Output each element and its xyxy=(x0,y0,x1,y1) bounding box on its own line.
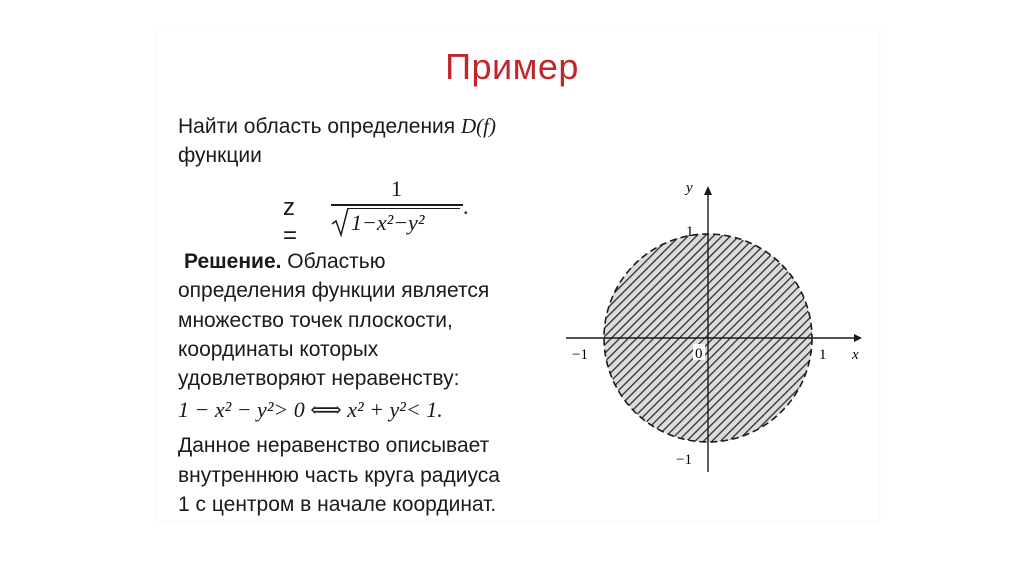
axis-x-label: x xyxy=(852,347,859,363)
tick-x-pos: 1 xyxy=(819,347,827,363)
conclusion-line-3: 1 с центром в начале координат. xyxy=(178,493,497,516)
axis-y-label: y xyxy=(686,180,693,196)
conclusion-line-2: внутреннюю часть круга радиуса xyxy=(178,464,500,487)
solution-line-4: координаты которых xyxy=(178,338,379,361)
formula-lhs: z = xyxy=(283,194,298,249)
unit-disk-plot xyxy=(556,172,876,482)
solution-rest: Областью xyxy=(281,250,386,273)
solution-line-5: удовлетворяют неравенству: xyxy=(178,367,460,390)
task-text: Найти область определения xyxy=(178,115,461,138)
domain-graph xyxy=(556,172,876,482)
conclusion-line-1: Данное неравенство описывает xyxy=(178,434,490,457)
solution-line-1 xyxy=(184,249,385,274)
formula-period: . xyxy=(463,194,469,219)
formula-sqrt-expr: 1−x²−y² xyxy=(351,210,425,235)
solution-line-3: множество точек плоскости, xyxy=(178,309,453,332)
task-line-2: функции xyxy=(178,144,262,167)
inequality: 1 − x² − y²> 0 ⟺ x² + y²< 1. xyxy=(178,397,443,422)
formula-numerator: 1 xyxy=(391,176,402,201)
y-axis-arrow-icon xyxy=(704,186,712,195)
slide-title: Пример xyxy=(445,46,579,87)
solution-label: Решение. xyxy=(184,250,282,273)
tick-y-neg: −1 xyxy=(676,452,692,468)
origin-label: 0 xyxy=(695,346,703,362)
solution-line-2: определения функции является xyxy=(178,279,490,302)
sqrt-symbol-icon xyxy=(331,206,351,238)
x-axis-arrow-icon xyxy=(854,334,862,342)
sqrt-vinculum xyxy=(348,208,460,209)
tick-y-pos: 1 xyxy=(686,224,694,240)
task-df: D(f) xyxy=(461,114,496,138)
tick-x-neg: −1 xyxy=(572,347,588,363)
task-line-1 xyxy=(178,114,496,139)
